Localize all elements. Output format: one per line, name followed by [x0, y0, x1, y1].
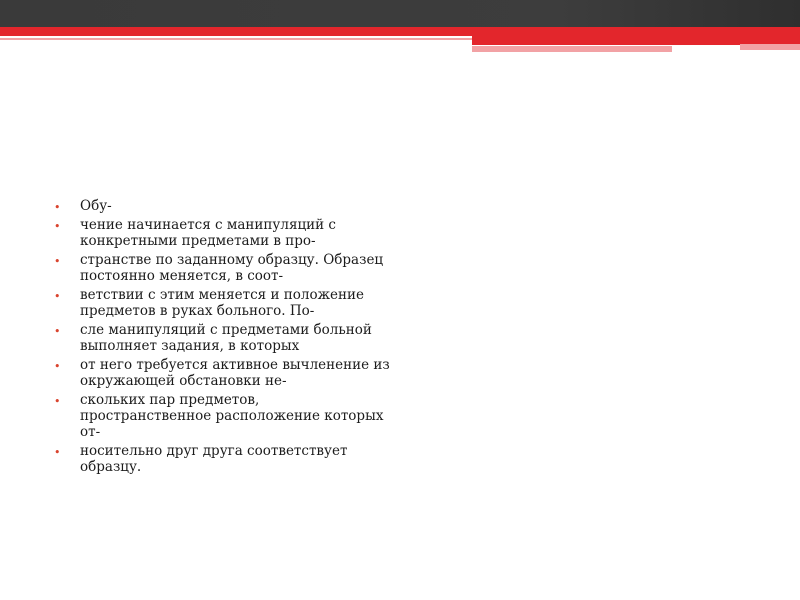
bullet-text: сле манипуляций с предметами больной выполняет задания, в которых	[80, 322, 372, 354]
bullet-item	[52, 252, 392, 284]
bullet-icon: •	[54, 360, 61, 373]
bullet-text: ветствии с этим меняется и положение предметов в руках больного. По-	[80, 287, 364, 319]
bullet-item	[52, 287, 392, 319]
bullet-text: чение начинается с манипуляций с конкретными предметами в про-	[80, 217, 336, 249]
slide-body	[52, 198, 392, 478]
bullet-text: носительно друг друга соответствует образцу.	[80, 443, 348, 475]
bullet-text: Обу-	[80, 198, 112, 214]
bullet-item	[52, 392, 392, 440]
bullet-icon: •	[54, 290, 61, 303]
bullet-icon: •	[54, 446, 61, 459]
header-accent-pink-right	[740, 44, 800, 50]
bullet-list	[52, 198, 392, 475]
bullet-text: от него требуется активное вычленение из окружающей обстановки не-	[80, 357, 390, 389]
header-dark-bar	[0, 0, 800, 27]
bullet-text: странстве по заданному образцу. Образец постоянно меняется, в соот-	[80, 252, 384, 284]
bullet-text: скольких пар предметов, пространственное расположение которых от-	[80, 392, 384, 440]
bullet-icon: •	[54, 395, 61, 408]
bullet-icon: •	[54, 325, 61, 338]
header-accent-pink	[472, 46, 672, 52]
bullet-icon: •	[54, 220, 61, 233]
bullet-item	[52, 357, 392, 389]
bullet-item	[52, 198, 392, 214]
bullet-item	[52, 443, 392, 475]
bullet-icon: •	[54, 255, 61, 268]
bullet-item	[52, 217, 392, 249]
bullet-icon: •	[54, 201, 61, 214]
header-red-band	[0, 27, 800, 36]
bullet-item	[52, 322, 392, 354]
